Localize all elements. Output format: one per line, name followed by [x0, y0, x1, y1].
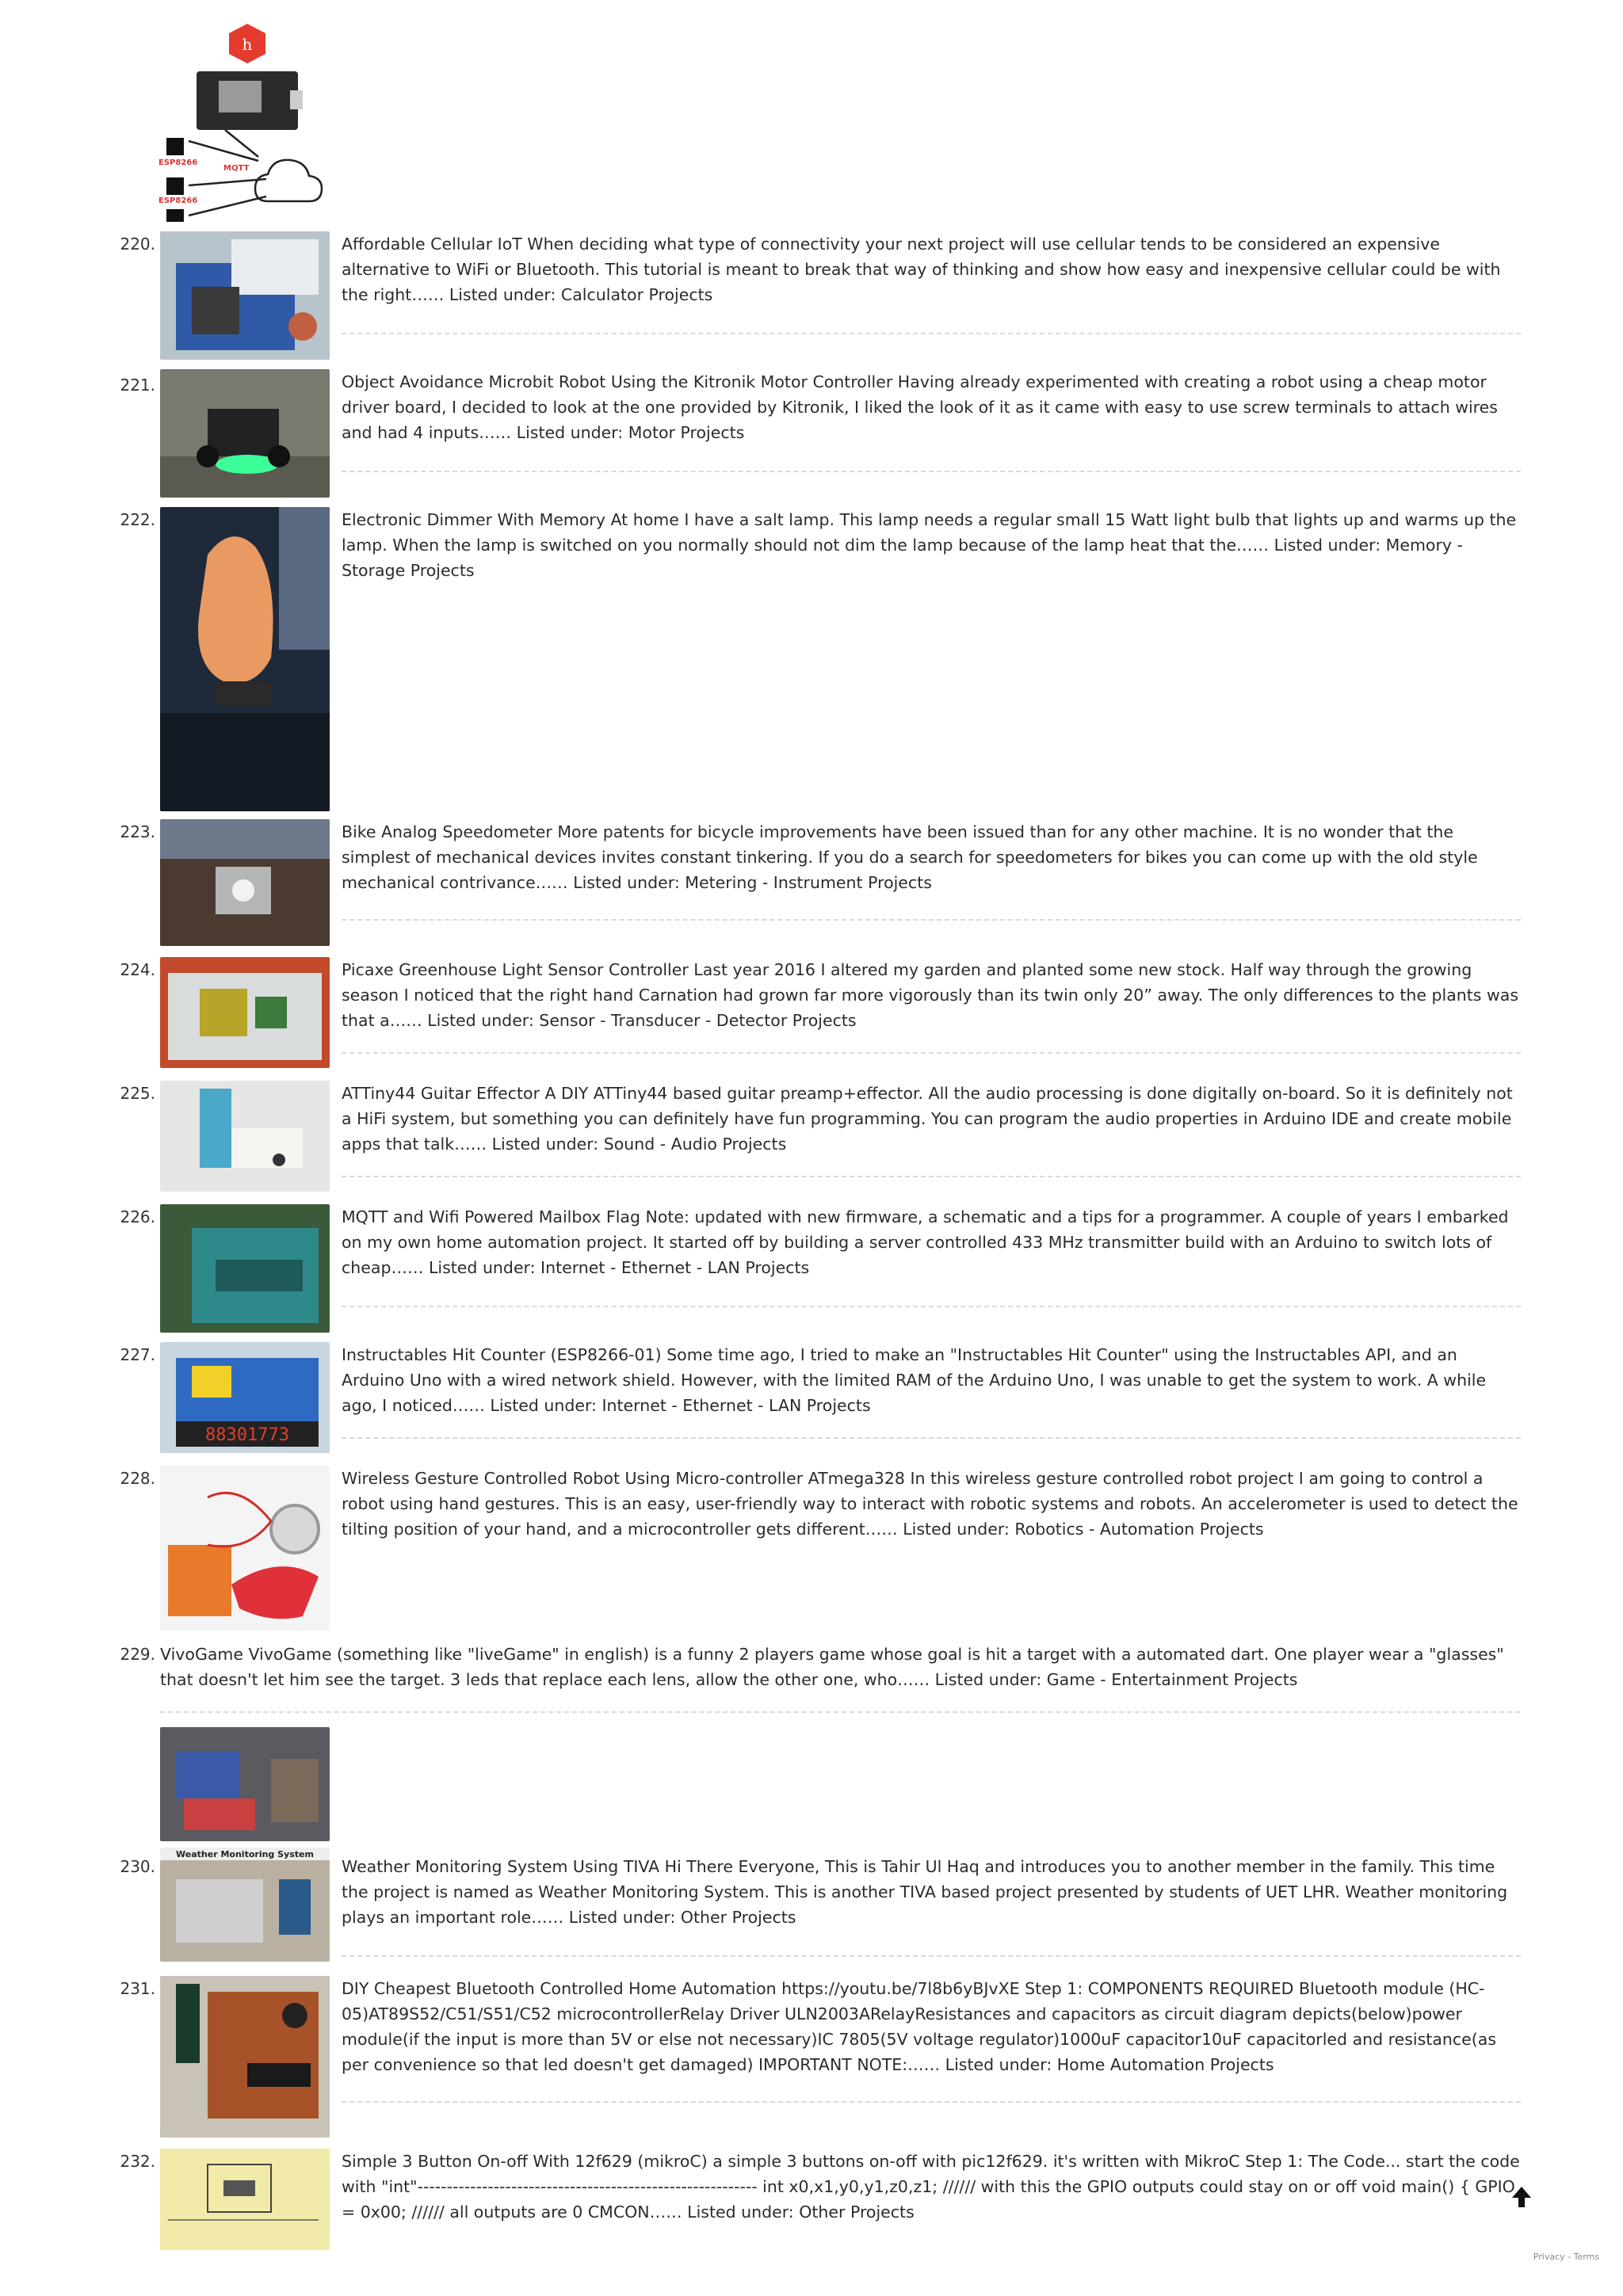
item-number: 227.: [120, 1345, 155, 1364]
item-divider: [342, 333, 1521, 334]
item-number: 228.: [120, 1469, 155, 1488]
item-description[interactable]: Affordable Cellular IoT When deciding what type of connectivity your next project will use cellular tends to be considered an expensive alternative to WiFi or Bluetooth. This tutorial is meant to break that way of thinking and show how easy and inexpensive cellular could be with the right…… Listed under: Calculator Projects: [342, 235, 1501, 304]
item-number: 221.: [120, 376, 155, 395]
privacy-link[interactable]: Privacy: [1533, 2252, 1565, 2262]
logo-label-1: ESP8266: [158, 158, 198, 167]
item-divider: [342, 919, 1521, 921]
item-thumbnail[interactable]: [160, 957, 330, 1068]
item-thumbnail[interactable]: [160, 1342, 330, 1453]
recaptcha-footer: [1533, 2252, 1599, 2262]
item-divider: [342, 2101, 1521, 2103]
item-description[interactable]: VivoGame VivoGame (something like "liveGame" in english) is a funny 2 players game whose goal is hit a target with a automated dart. One player wear a "glasses" that doesn't let him see the target. 3 leds that replace each lens, allow the other one, who…… Listed under: Game - Entertainment Projects: [160, 1645, 1504, 1689]
scroll-to-top-button[interactable]: [1510, 2183, 1533, 2210]
item-description[interactable]: Instructables Hit Counter (ESP8266-01) Some time ago, I tried to make an "Instructables Hit Counter" using the Instructables API, and an Arduino Uno with a wired network shield. However, with the limited RAM of the Arduino Uno, I was unable to get the system to work. A while ago, I noticed…… Listed under: Internet - Ethernet - LAN Projects: [342, 1345, 1487, 1415]
item-divider: [342, 1052, 1521, 1054]
item-description[interactable]: Picaxe Greenhouse Light Sensor Controller Last year 2016 I altered my garden and planted some new stock. Half way through the growing season I noticed that the right hand Carnation had grown far more vigorously than its twin only 20” away. The only differences to the plants was that a…… Listed under: Sensor - Transducer - Detector Projects: [342, 960, 1518, 1030]
item-thumbnail[interactable]: [160, 1081, 330, 1192]
item-number: 226.: [120, 1207, 155, 1226]
item-thumbnail[interactable]: [160, 1727, 330, 1841]
item-description[interactable]: Electronic Dimmer With Memory At home I have a salt lamp. This lamp needs a regular small 15 Watt light bulb that lights up and warms up the lamp. When the lamp is switched on you normally should not dim the lamp because of the lamp heat that the…… Listed under: Memory - Storage Projects: [342, 510, 1517, 580]
item-number: 220.: [120, 235, 155, 254]
item-description[interactable]: Weather Monitoring System Using TIVA Hi There Everyone, This is Tahir Ul Haq and introduces you to another member in the family. This time the project is named as Weather Monitoring System. This is another TIVA based project presented by students of UET LHR. Weather monitoring plays an important role…… Listed under: Other Projects: [342, 1857, 1508, 1927]
logo-label-2: MQTT: [223, 164, 250, 173]
item-number: 223.: [120, 822, 155, 841]
esp8266-mqtt-diagram-image[interactable]: [155, 22, 334, 223]
terms-link[interactable]: Terms: [1573, 2252, 1599, 2262]
logo-label-3: ESP8266: [158, 196, 198, 205]
item-thumbnail[interactable]: [160, 819, 330, 946]
footer-separator: -: [1564, 2252, 1574, 2262]
item-number: 229.: [120, 1645, 155, 1664]
item-number: 224.: [120, 960, 155, 979]
item-description[interactable]: DIY Cheapest Bluetooth Controlled Home Automation https://youtu.be/7l8b6yBJvXE Step 1: COMPONENTS REQUIRED Bluetooth module (HC-05)AT89S52/C51/S51/C52 microcontrollerRelay Driver ULN2003ARelayResistances and capacitors as circuit diagram depicts(below)power module(if the input is more than 5V or else not necessary)IC 7805(5V voltage regulator)1000uF capacitor10uF capacitorled and resistance(as per convenience so that led doesn't get damaged) IMPORTANT NOTE:…… Listed under: Home Automation Projects: [342, 1979, 1497, 2074]
svg-text:88301773: 88301773: [205, 1425, 289, 1445]
item-description[interactable]: MQTT and Wifi Powered Mailbox Flag Note: updated with new firmware, a schematic and a tips for a programmer. A couple of years I embarked on my own home automation project. It started off by building a server controlled 433 MHz transmitter build with an Arduino to switch lots of cheap…… Listed under: Internet - Ethernet - LAN Projects: [342, 1207, 1509, 1277]
item-thumbnail[interactable]: [160, 507, 330, 811]
item-thumbnail[interactable]: [160, 369, 330, 498]
item-thumbnail[interactable]: [160, 1466, 330, 1630]
item-divider: [342, 1955, 1521, 1957]
item-number: 225.: [120, 1084, 155, 1103]
item-thumbnail[interactable]: [160, 1976, 330, 2138]
item-description[interactable]: ATTiny44 Guitar Effector A DIY ATTiny44 based guitar preamp+effector. All the audio processing is done digitally on-board. So it is definitely not a HiFi system, but something you can definitely have fun programming. You can program the audio properties in Arduino IDE and create mobile apps that talk…… Listed under: Sound - Audio Projects: [342, 1084, 1513, 1154]
item-divider: [160, 1711, 1520, 1713]
item-thumbnail[interactable]: [160, 2149, 330, 2250]
item-thumbnail[interactable]: [160, 231, 330, 360]
item-number: 222.: [120, 510, 155, 529]
item-thumbnail[interactable]: [160, 1848, 330, 1962]
item-number: 232.: [120, 2152, 155, 2171]
item-thumbnail[interactable]: [160, 1204, 330, 1333]
item-divider: [342, 1437, 1521, 1439]
item-divider: [342, 1306, 1521, 1307]
svg-text:h: h: [242, 35, 253, 54]
item-description[interactable]: Simple 3 Button On-off With 12f629 (mikroC) a simple 3 buttons on-off with pic12f629. it's written with MikroC Step 1: The Code... start the code with "int"---------------------------------------------------------- int x0,x1,y0,y1,z0,z1; ////// with this the GPIO outputs could stay on or off void main() { GPIO = 0x00; ////// all outputs are 0 CMCON…… Listed under: Other Projects: [342, 2152, 1520, 2222]
arrow-up-icon: [1510, 2183, 1533, 2210]
thumb-caption: Weather Monitoring System: [176, 1849, 314, 1859]
item-description[interactable]: Wireless Gesture Controlled Robot Using Micro-controller ATmega328 In this wireless gesture controlled robot project I am going to control a robot using hand gestures. This is an easy, user-friendly way to interact with robotic systems and robots. An accelerometer is used to detect the tilting position of your hand, and a microcontroller gets different…… Listed under: Robotics - Automation Projects: [342, 1469, 1518, 1539]
item-number: 231.: [120, 1979, 155, 1998]
item-description[interactable]: Bike Analog Speedometer More patents for bicycle improvements have been issued than for any other machine. It is no wonder that the simplest of mechanical devices invites constant tinkering. If you do a search for speedometers for bikes you can come up with the old style mechanical contrivance…… Listed under: Metering - Instrument Projects: [342, 822, 1478, 892]
item-divider: [342, 471, 1521, 472]
item-divider: [342, 1176, 1521, 1177]
item-number: 230.: [120, 1857, 155, 1876]
item-description[interactable]: Object Avoidance Microbit Robot Using the Kitronik Motor Controller Having already experimented with creating a robot using a cheap motor driver board, I decided to look at the one provided by Kitronik, I liked the look of it as it came with easy to use screw terminals to attach wires and had 4 inputs…… Listed under: Motor Projects: [342, 372, 1498, 442]
